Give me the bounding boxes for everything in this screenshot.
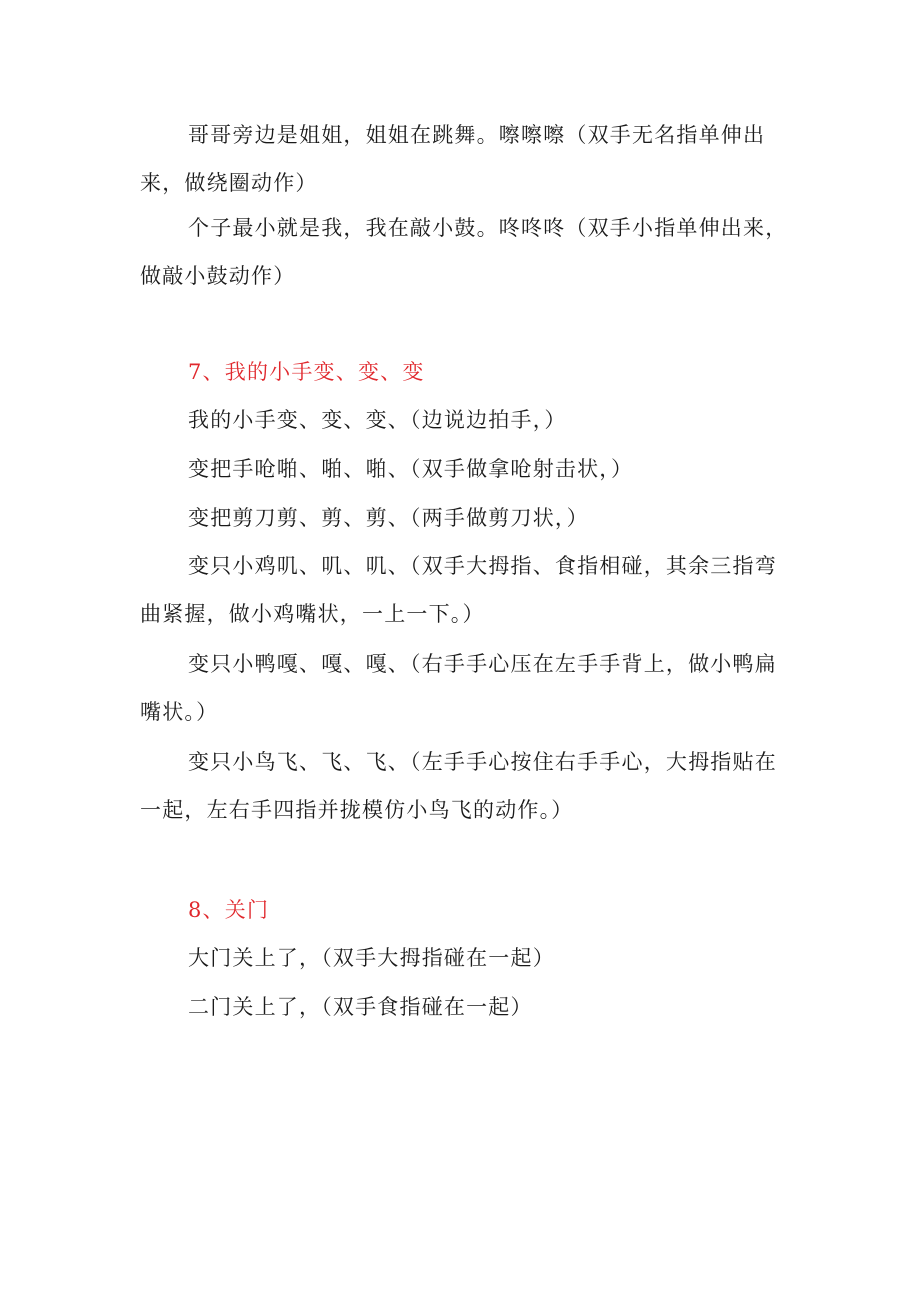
paragraph-scissors: 变把剪刀剪、剪、剪、（两手做剪刀状，） xyxy=(188,506,589,530)
paragraph-chick: 变只小鸡叽、叽、叽、（双手大拇指、食指相碰，其余三指弯曲紧握，做小鸡嘴状，一上一下。） xyxy=(140,554,777,626)
paragraph-bird: 变只小鸟飞、飞、飞、（左手手心按住右手手心，大拇指贴在一起，左右手四指并拢模仿小鸟飞的动作。） xyxy=(140,750,777,822)
paragraph-big-door: 大门关上了，（双手大拇指碰在一起） xyxy=(188,946,555,970)
section-heading-8: 8、关门 xyxy=(188,898,270,922)
paragraph-me-drum: 个子最小就是我，我在敲小鼓。咚咚咚（双手小指单伸出来，做敲小鼓动作） xyxy=(140,216,788,288)
paragraph-gun: 变把手呛啪、啪、啪、（双手做拿呛射击状，） xyxy=(188,457,634,481)
paragraph-hands-change: 我的小手变、变、变、（边说边拍手，） xyxy=(188,408,567,432)
paragraph-sister-dancing: 哥哥旁边是姐姐，姐姐在跳舞。嚓嚓嚓（双手无名指单伸出来，做绕圈动作） xyxy=(140,123,766,195)
section-heading-7: 7、我的小手变、变、变 xyxy=(188,360,425,384)
paragraph-duck: 变只小鸭嘎、嘎、嘎、（右手手心压在左手手背上，做小鸭扁嘴状。） xyxy=(140,652,777,724)
paragraph-second-door: 二门关上了，（双手食指碰在一起） xyxy=(188,995,533,1019)
